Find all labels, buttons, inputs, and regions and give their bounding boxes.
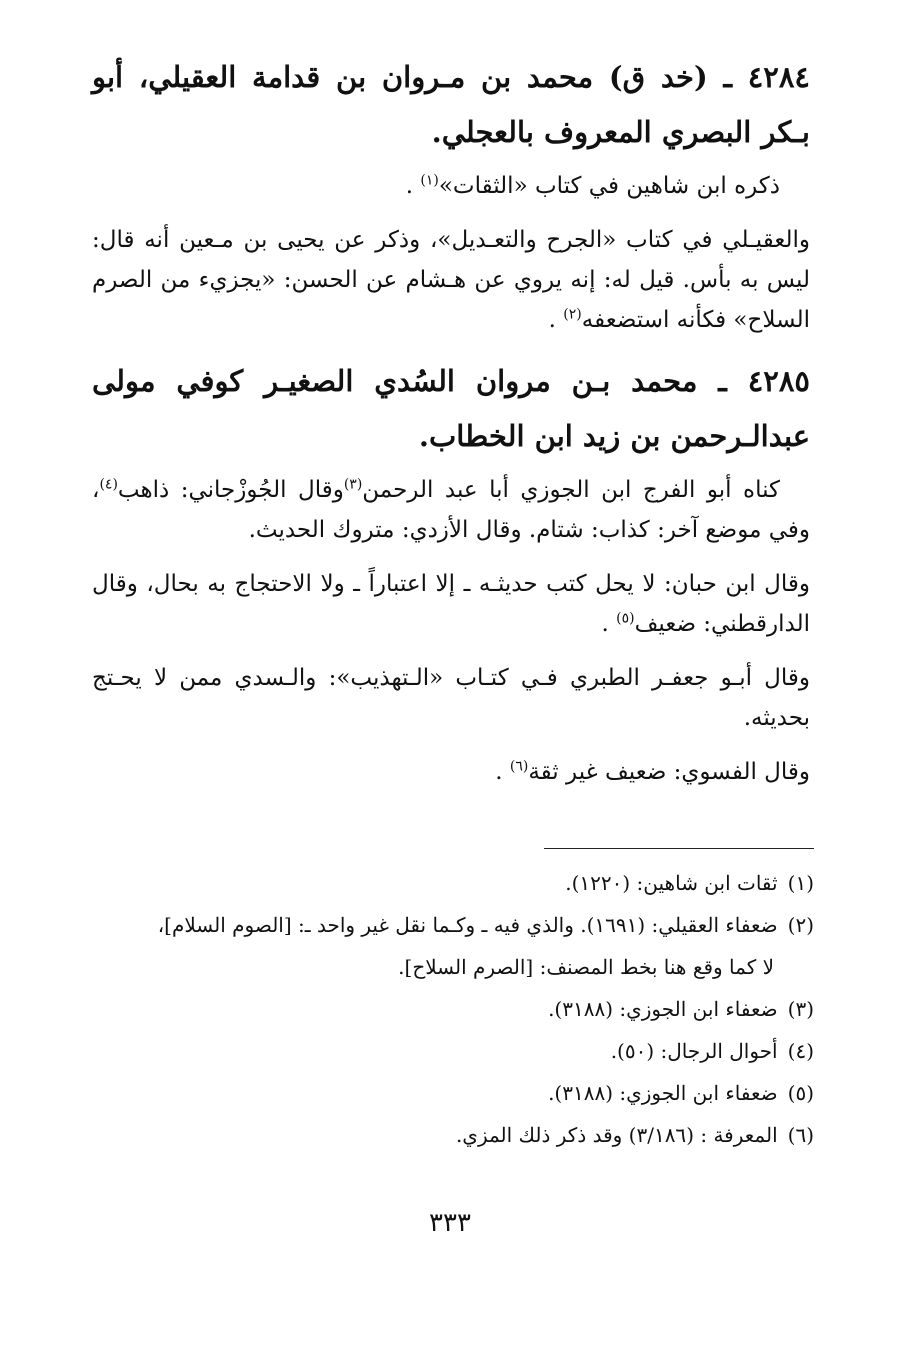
paragraph: والعقيـلي في كتاب «الجرح والتعـديل»، وذكر عن يحيى بن مـعين أنه قال: ليس به بأس. قيل له: إنه يروي عن هـشام عن الحسن: «يجزيء من الصرم السلاح» فكأنه استضعفه$^{(٢)}$ .: [92, 227, 810, 333]
paragraph: وقال ابن حبان: لا يحل كتب حديثـه ـ إلا اعتباراً ـ ولا الاحتجاج به بحال، وقال الدارقطني: ضعيف$^{(٥)}$ .: [92, 571, 810, 637]
entry-4285: [92, 354, 810, 792]
footnote-marker: (٦): [509, 758, 529, 775]
footnote: (٦)المعرفة : (٣/١٨٦) وقد ذكر ذلك المزي.: [455, 1123, 814, 1147]
footnotes: [92, 862, 814, 1156]
footnote-marker: (٥): [616, 610, 635, 627]
footnote-marker: (١): [420, 172, 439, 189]
footnote: (٣)ضعفاء ابن الجوزي: (٣١٨٨).: [548, 997, 814, 1021]
footnote-continuation: لا كما وقع هنا بخط المصنف: [الصرم السلاح].: [398, 955, 774, 979]
footnote: (٢)ضعفاء العقيلي: (١٦٩١). والذي فيه ـ وكـما نقل غير واحد ـ: [الصوم السلام]،: [157, 913, 814, 937]
footnote: (٤)أحوال الرجال: (٥٠).: [610, 1039, 814, 1063]
paragraph: وقال أبـو جعفـر الطبري فـي كتـاب «الـتهذيب»: والـسدي ممن لا يحـتج بحديثه.: [92, 665, 810, 731]
footnote-marker: (٣): [343, 476, 363, 493]
paragraph: كناه أبو الفرج ابن الجوزي أبا عبد الرحمن$^{(٣)}$وقال الجُوزْجاني: ذاهب$^{(٤)}$، وفي موضع آخر: كذاب: شتام. وقال الأزدي: متروك الحديث.: [92, 476, 810, 543]
entry-title: ٤٢٨٥ ـ محمد بـن مروان السُدي الصغيـر كوفي مولى عبدالـرحمن بن زيد ابن الخطاب.: [92, 364, 810, 453]
main-text: [92, 50, 810, 806]
paragraph: وقال الفسوي: ضعيف غير ثقة$^{(٦)}$ .: [495, 758, 810, 785]
paragraph: ذكره ابن شاهين في كتاب «الثقات»$^{(١)}$ .: [405, 172, 780, 199]
footnote: (١)ثقات ابن شاهين: (١٢٢٠).: [565, 871, 814, 895]
entry-title: ٤٢٨٤ ـ (خد ق) محمد بن مـروان بن قدامة العقيلي، أبو بـكر البصري المعروف بالعجلي.: [92, 60, 810, 149]
entry-4284: [92, 50, 810, 340]
footnote-divider: [544, 848, 814, 849]
footnote: (٥)ضعفاء ابن الجوزي: (٣١٨٨).: [548, 1081, 814, 1105]
page-number: ٣٣٣: [429, 1208, 471, 1238]
footnote-marker: (٢): [563, 306, 582, 323]
footnote-marker: (٤): [99, 476, 118, 493]
